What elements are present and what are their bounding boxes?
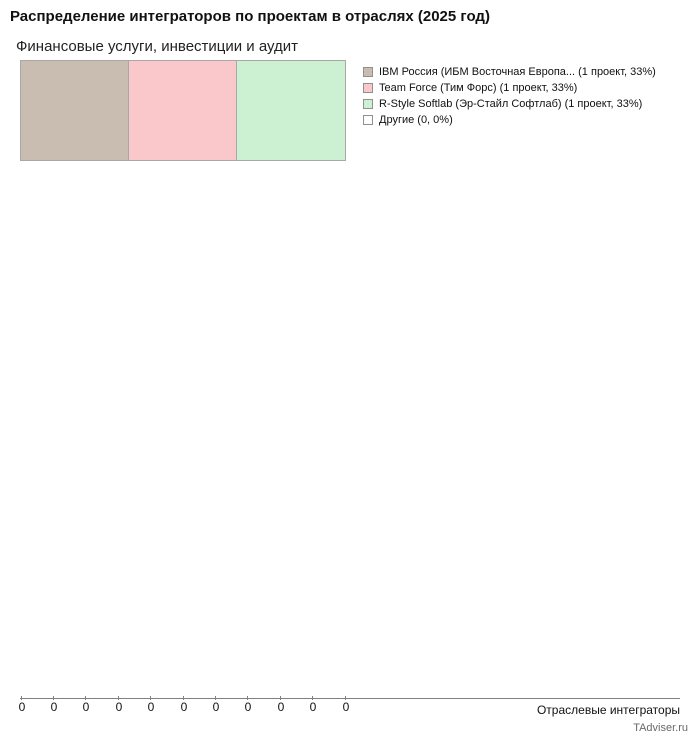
x-tick-label: 0 — [50, 700, 58, 714]
legend-item-label: IBM Россия (ИБМ Восточная Европа... (1 проект, 33%) — [379, 66, 656, 78]
legend-item-label: Другие (0, 0%) — [379, 114, 453, 126]
legend-item-label: Team Force (Тим Форс) (1 проект, 33%) — [379, 82, 578, 94]
legend-swatch-icon — [363, 67, 373, 77]
x-tick-label: 0 — [277, 700, 285, 714]
legend-item[interactable] — [363, 96, 683, 112]
x-axis-title: Отраслевые интеграторы — [536, 703, 680, 717]
legend-item-label: R-Style Softlab (Эр-Стайл Софтлаб) (1 проект, 33%) — [379, 98, 643, 110]
legend-swatch-icon — [363, 115, 373, 125]
chart-title: Распределение интеграторов по проектам в отраслях (2025 год) — [10, 8, 490, 25]
bar-segment-r-style-softlab[interactable] — [237, 61, 345, 160]
bar-segment-ibm[interactable] — [21, 61, 129, 160]
x-tick-label: 0 — [82, 700, 90, 714]
x-tick-label: 0 — [180, 700, 188, 714]
x-tick-label: 0 — [244, 700, 252, 714]
x-tick-label: 0 — [115, 700, 123, 714]
legend-item[interactable] — [363, 80, 683, 96]
legend-swatch-icon — [363, 99, 373, 109]
x-tick-label: 0 — [212, 700, 220, 714]
chart-subtitle: Финансовые услуги, инвестиции и аудит — [16, 38, 299, 55]
watermark: TAdviser.ru — [633, 722, 688, 734]
stacked-bar — [20, 60, 346, 161]
legend-swatch-icon — [363, 83, 373, 93]
x-tick-label: 0 — [309, 700, 317, 714]
legend-item[interactable] — [363, 64, 683, 80]
legend — [363, 64, 683, 128]
x-tick-label: 0 — [18, 700, 26, 714]
x-tick-label: 0 — [147, 700, 155, 714]
legend-item[interactable] — [363, 112, 683, 128]
x-axis-line — [20, 698, 680, 699]
bar-segment-team-force[interactable] — [129, 61, 237, 160]
x-tick-label: 0 — [342, 700, 350, 714]
